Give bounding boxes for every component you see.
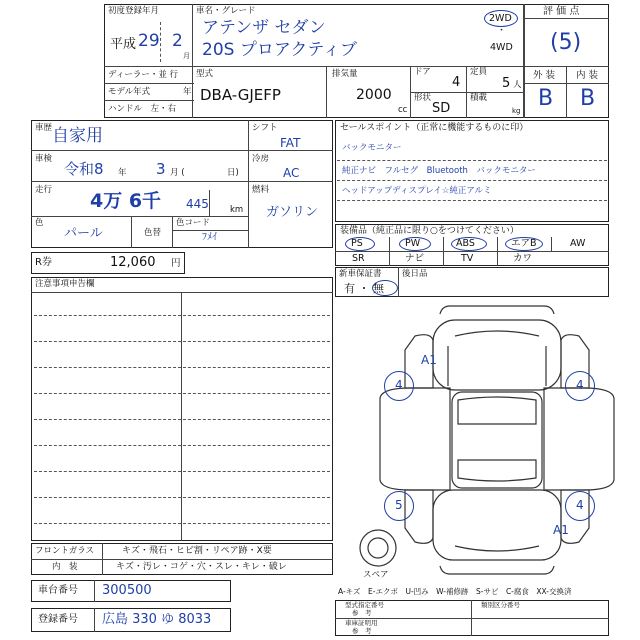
- era-label: 平成: [110, 37, 137, 52]
- selling-point-2: 純正ナビ フルセグ Bluetooth バックモニター: [342, 166, 536, 176]
- load-label: 積載: [470, 93, 488, 103]
- model-label: 型式: [196, 69, 214, 79]
- mark-4-fl: 4: [395, 378, 403, 392]
- kg-unit: kg: [512, 107, 521, 115]
- spare-label: スペア: [363, 570, 389, 580]
- capacity-value: 5: [502, 76, 511, 91]
- capacity-label: 定員: [470, 67, 488, 77]
- type-cert-label: 型式指定番号: [345, 601, 384, 609]
- usage-value: 自家用: [52, 126, 103, 146]
- equip-abs: ABS: [456, 238, 475, 249]
- mark-a1-rear: A1: [553, 523, 569, 537]
- shift-value: FAT: [280, 136, 301, 150]
- equip-pw: PW: [405, 238, 421, 249]
- usage-label: 車歴: [35, 123, 53, 133]
- exterior-label: 外 装: [533, 70, 556, 81]
- windshield-label: フロントガラス: [35, 546, 94, 556]
- fuel-label: 燃料: [252, 185, 270, 195]
- ref-label-2: 参 考: [352, 627, 372, 635]
- equip-aw: AW: [570, 238, 586, 249]
- handle-label: ハンドル 左・右: [108, 104, 177, 114]
- shaken-label: 車検: [35, 154, 53, 164]
- mileage-sub: 445: [186, 197, 209, 211]
- km-unit: km: [230, 205, 244, 215]
- fuel-value: ガソリン: [266, 205, 319, 220]
- car-name: アテンザ セダン: [202, 18, 326, 38]
- warranty-value: 有 ・ 無: [344, 282, 384, 295]
- vehicle-cert-label: 車庫証明用: [345, 619, 378, 627]
- shaken-era: 令和8: [64, 160, 104, 178]
- interior-cond-label: 内 装: [52, 562, 78, 572]
- mark-4-fr: 4: [576, 378, 584, 392]
- score-value: (5): [550, 30, 582, 55]
- shift-label: シフト: [252, 123, 278, 133]
- shaken-year-unit: 年: [118, 168, 127, 178]
- model-code: DBA-GJEFP: [200, 86, 281, 104]
- model-year-unit: 年: [183, 87, 192, 97]
- first-reg-month: 2: [172, 31, 183, 51]
- shaken-month-unit: 月 (: [170, 168, 185, 178]
- registration-value: 広島 330 ゆ 8033: [102, 612, 212, 627]
- color-label: 色: [35, 218, 44, 228]
- equip-leather: カワ: [513, 253, 533, 264]
- selling-point-1: バックモニター: [342, 143, 402, 153]
- drive-2wd: 2WD: [489, 13, 512, 24]
- equip-navi: ナビ: [405, 253, 425, 264]
- score-label: 評 価 点: [543, 6, 580, 17]
- displacement-value: 2000: [356, 87, 392, 103]
- interior-label: 内 装: [576, 70, 599, 81]
- mileage-label: 走行: [35, 185, 53, 195]
- door-value: 4: [452, 75, 461, 90]
- cc-unit: cc: [398, 105, 408, 115]
- mark-5-rl: 5: [395, 498, 403, 512]
- shape-label: 形状: [414, 93, 432, 103]
- notes-label: 注意事項申告欄: [35, 279, 95, 289]
- first-reg-label: 初度登録年月: [108, 6, 160, 16]
- grade-name: 20S プロアクティブ: [202, 40, 357, 60]
- r-ticket-label: R券: [35, 257, 52, 268]
- interior-grade: B: [580, 86, 596, 111]
- mark-a1-front: A1: [421, 353, 437, 367]
- ac-value: AC: [283, 166, 300, 180]
- equip-ps: PS: [351, 238, 363, 249]
- damage-legend: A-キズ E-エクボ U-凹み W-補修跡 S-サビ C-腐食 XX-交換済: [338, 587, 572, 596]
- chassis-value: 300500: [102, 583, 152, 598]
- month-unit: 月: [183, 52, 190, 60]
- color-code-value: ﾌﾒｲ: [202, 232, 217, 243]
- shaken-day-unit: 日): [227, 168, 239, 178]
- displacement-label: 排気量: [332, 69, 358, 79]
- exterior-grade: B: [538, 86, 554, 111]
- shaken-month: 3: [156, 160, 166, 178]
- door-label: ドア: [414, 67, 431, 77]
- mark-4-rr: 4: [576, 498, 584, 512]
- person-unit: 人: [513, 80, 522, 90]
- name-grade-label: 車名・グレード: [196, 6, 256, 16]
- chassis-label: 車台番号: [38, 585, 78, 596]
- equipment-label: 装備品（純正品に限り○をつけてください）: [340, 226, 519, 236]
- tone-label: 色替: [144, 228, 162, 238]
- equip-airbag: エアB: [511, 238, 537, 249]
- drive-4wd: 4WD: [490, 42, 513, 53]
- dealer-label: ディーラー・並 行: [108, 70, 179, 80]
- shape-value: SD: [432, 101, 451, 116]
- warranty-label: 新車保証書: [339, 269, 382, 279]
- windshield-value: キズ・飛石・ヒビ割・リペア跡・X要: [122, 546, 272, 556]
- equip-tv: TV: [461, 253, 474, 264]
- registration-label: 登録番号: [38, 614, 78, 625]
- color-code-label: 色コード: [176, 218, 211, 228]
- interior-cond-value: キズ・汚レ・コゲ・穴・スレ・キレ・破レ: [116, 562, 287, 572]
- ac-label: 冷房: [252, 154, 270, 164]
- ref-label-1: 参 考: [352, 609, 372, 617]
- r-ticket-value: 12,060: [110, 255, 156, 270]
- r-ticket-unit: 円: [171, 258, 181, 269]
- mileage-value: 4万 6千: [90, 190, 162, 212]
- first-reg-year: 29: [138, 31, 160, 51]
- equip-sr: SR: [352, 253, 365, 264]
- selling-points-label: セールスポイント（正常に機能するものに印）: [340, 123, 529, 133]
- color-value: パール: [64, 226, 103, 241]
- selling-point-3: ヘッドアップディスプレイ☆純正アルミ: [342, 186, 492, 196]
- resale-label: 後日品: [402, 269, 428, 279]
- category-label: 類別区分番号: [481, 601, 520, 609]
- drive-dot: ・: [497, 26, 507, 36]
- model-year-label: モデル年式: [108, 87, 151, 97]
